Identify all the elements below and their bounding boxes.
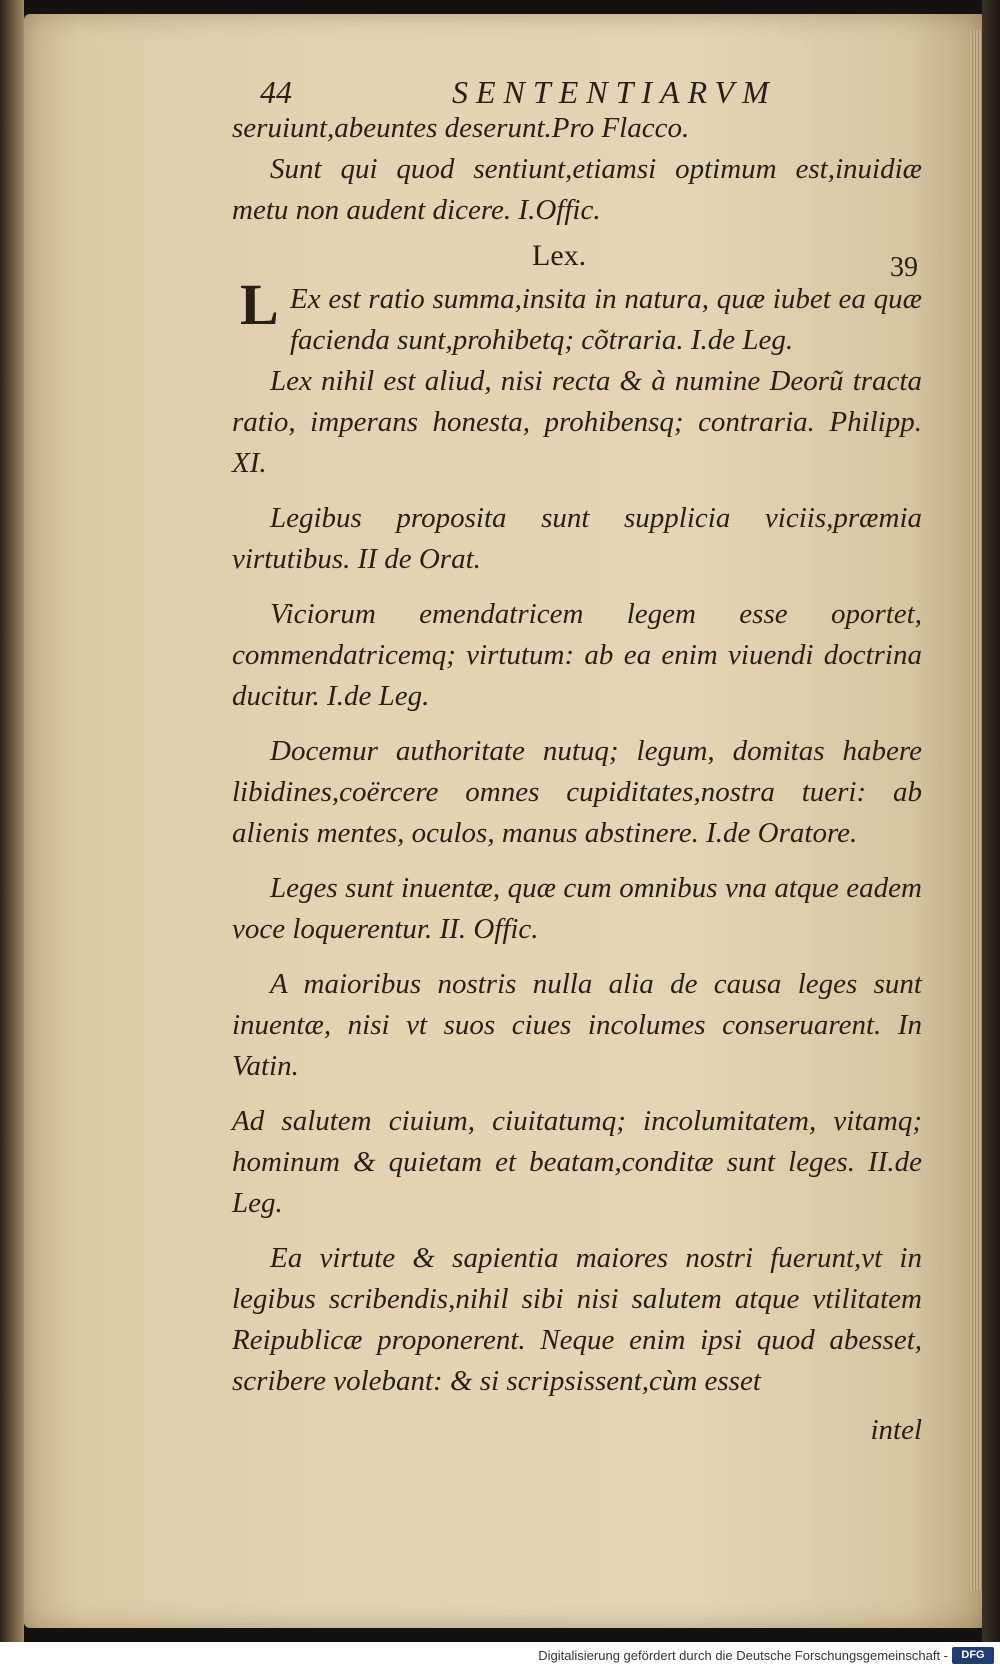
catchword: intel bbox=[870, 1414, 922, 1446]
section-number: 39 bbox=[890, 252, 918, 283]
paragraph: Legibus proposita sunt supplicia viciis,præmia virtutibus. II de Orat. bbox=[232, 502, 922, 575]
paragraph: Sunt qui quod sentiunt,etiamsi optimum est,inuidiæ metu non audent dicere. I.Offic. bbox=[232, 153, 922, 226]
paragraph: seruiunt,abeuntes deserunt.Pro Flacco. bbox=[232, 112, 690, 144]
paragraph: A maioribus nostris nulla alia de causa leges sunt inuentæ, nisi vt suos ciues incolumes conseruarent. In Vatin. bbox=[232, 968, 922, 1082]
paragraph: Ea virtute & sapientia maiores nostri fuerunt,vt in legibus scribendis,nihil sibi nisi salutem atque vtilitatem Reipublicæ proponerent. Neque enim ipsi quod abesset, scribere volebant: & si scripsissent,cùm esset bbox=[232, 1242, 922, 1397]
catchword-line bbox=[232, 1410, 922, 1451]
running-head: SENTENTIARVM bbox=[452, 74, 777, 110]
dfg-logo-icon: DFG bbox=[952, 1647, 994, 1664]
book-spine bbox=[0, 0, 24, 1642]
section-first-paragraph bbox=[232, 272, 922, 361]
paragraph: Ad salutem ciuium, ciuitatumq; incolumitatem, vitamq; hominum & quietam et beatam,conditæ sunt leges. II.de Leg. bbox=[232, 1105, 922, 1219]
drop-capital: L bbox=[240, 272, 279, 337]
section-heading bbox=[232, 235, 922, 283]
paragraph: Ex est ratio summa,insita in natura, quæ iubet ea quæ facienda sunt,prohibetq; cõtraria. I.de Leg. bbox=[290, 283, 922, 356]
paragraph: Leges sunt inuentæ, quæ cum omnibus vna atque eadem voce loquerentur. II. Offic. bbox=[232, 872, 922, 945]
footer-bar bbox=[0, 1642, 1000, 1670]
paragraph: Lex nihil est aliud, nisi recta & à numine Deorũ tracta ratio, imperans honesta, prohibensq; contraria. Philipp. XI. bbox=[232, 365, 922, 479]
footer-credit: Digitalisierung gefördert durch die Deutsche Forschungsgemeinschaft - bbox=[538, 1648, 948, 1663]
page-header bbox=[232, 60, 922, 108]
right-edge-shadow bbox=[982, 0, 1000, 1642]
paragraph: Viciorum emendatricem legem esse oportet, commendatricemq; virtutum: ab ea enim viuendi doctrina ducitur. I.de Leg. bbox=[232, 598, 922, 712]
page-text bbox=[232, 60, 922, 1451]
paragraph: Docemur authoritate nutuq; legum, domitas habere libidines,coërcere omnes cupiditates,nostra tueri: ab alienis mentes, oculos, manus abstinere. I.de Oratore. bbox=[232, 735, 922, 849]
section-title: Lex. bbox=[532, 239, 587, 272]
page-number: 44 bbox=[260, 74, 292, 110]
